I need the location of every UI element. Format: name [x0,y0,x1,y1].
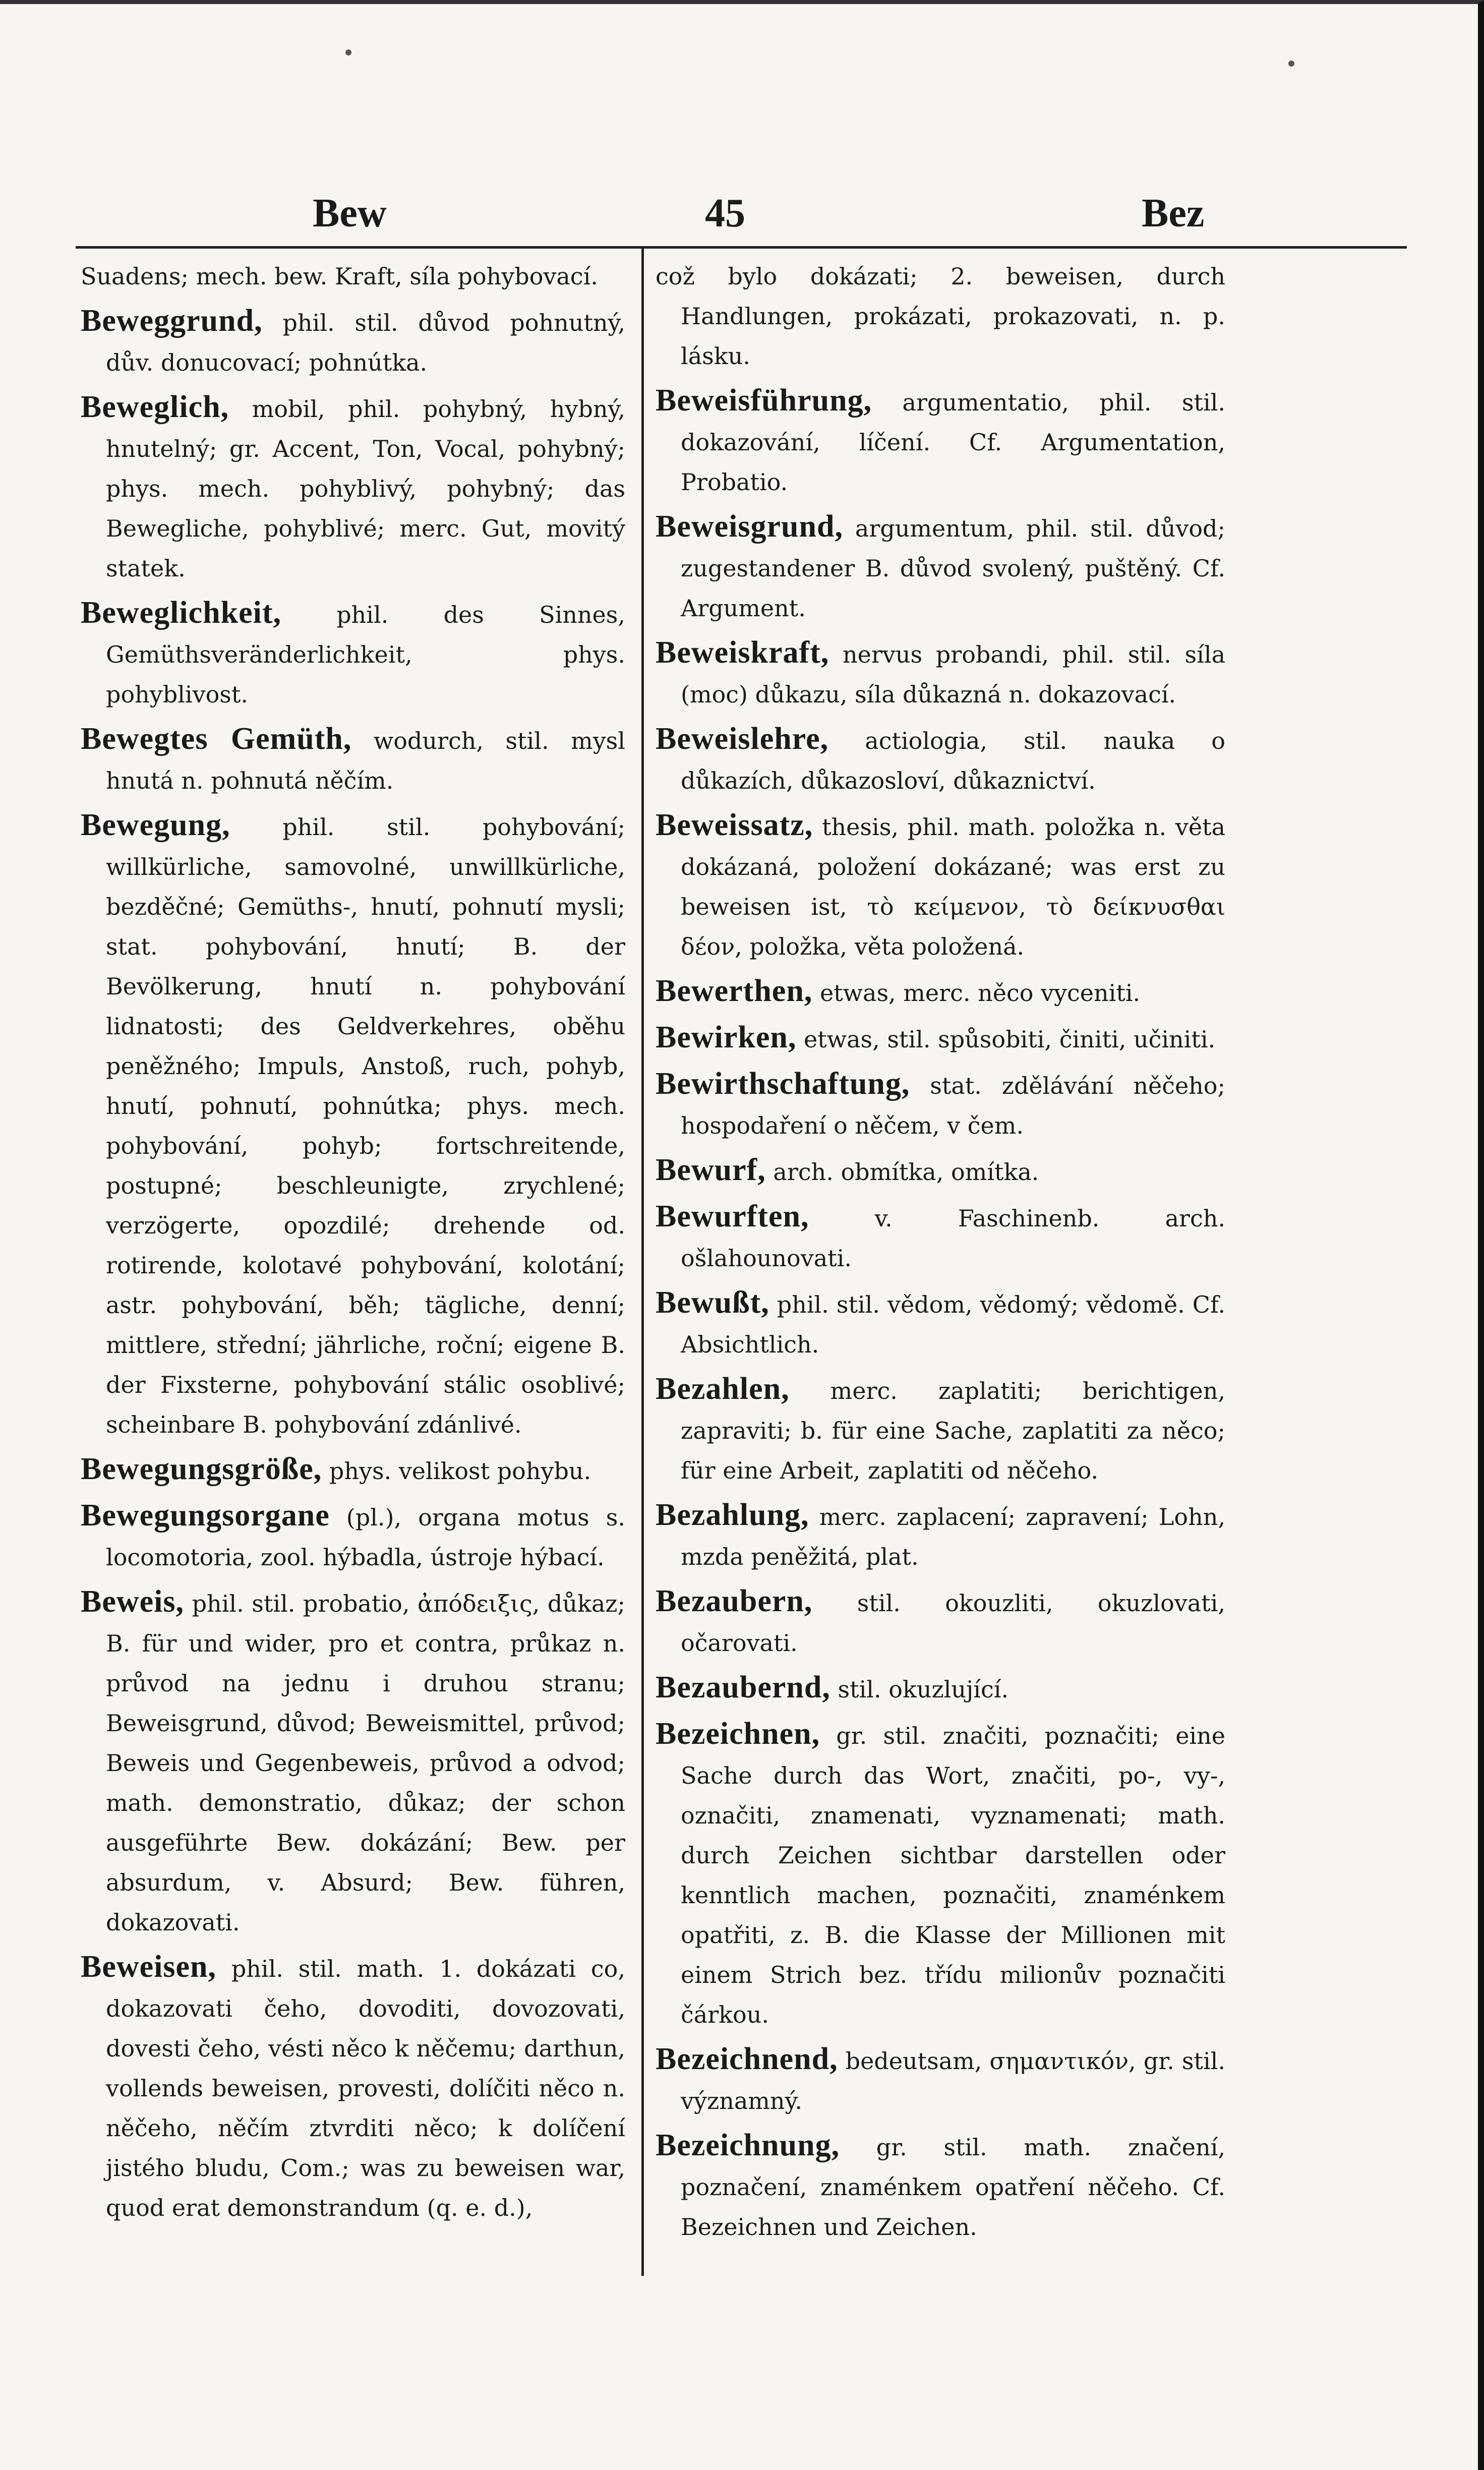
entry-headword: Bewurften, [656,1199,809,1233]
entry-text: phil. stil. důvod pohnutný, dův. donucovací; pohnútka. [106,309,626,376]
entry-text: gr. stil. math. značení, poznačení, znaménkem opatření něčeho. Cf. Bezeichnen und Zeichen. [681,2134,1225,2241]
dictionary-entry [81,1582,625,1943]
entry-text: actiologia, stil. nauka o důkazích, důkazosloví, důkaznictví. [681,727,1226,794]
entry-headword: Bezahlung, [656,1498,809,1532]
entry-headword: Beweislehre, [656,722,829,756]
dictionary-entry [656,1064,1225,1146]
running-head-right: Bez [1142,191,1205,236]
header-rule [76,246,1407,249]
dictionary-entry [656,381,1225,502]
dictionary-entry [656,1581,1225,1663]
column-divider [641,249,644,2276]
entry-headword: Bewerthen, [656,974,813,1008]
dictionary-entry [656,2126,1225,2247]
entry-headword: Bewegungsorgane [81,1498,330,1533]
dictionary-entry [81,1947,625,2228]
entry-text: merc. zaplatiti; berichtigen, zapraviti; b. für eine Sache, zaplatiti za něco; für eine Arbeit, zaplatiti od něčeho. [681,1377,1226,1484]
dictionary-entry [81,255,625,297]
entry-text: phys. velikost pohybu. [329,1457,591,1485]
right-column [656,255,1225,2252]
entry-text: phil. des Sinnes, Gemüthsveränderlichkeit, phys. pohyblivost. [106,601,625,708]
dictionary-entry [81,301,625,383]
entry-headword: Beweglichkeit, [81,596,281,630]
entry-text: což bylo dokázati; 2. beweisen, durch Handlungen, prokázati, prokazovati, n. p. lásku. [656,263,1225,370]
entry-text: bedeutsam, σημαντικόν, gr. stil. významný. [681,2047,1225,2114]
dictionary-entry [656,1668,1225,1710]
dictionary-entry [656,971,1225,1013]
entry-text: argumentatio, phil. stil. dokazování, líčení. Cf. Argumentation, Probatio. [681,389,1225,496]
entry-text: (pl.), organa motus s. locomotoria, zool. hýbadla, ústroje hýbací. [106,1504,625,1571]
entry-headword: Bewurf, [656,1153,766,1187]
entry-text: phil. stil. probatio, ἀπόδειξις, důkaz; B. für und wider, pro et contra, průkaz n. průvod na jednu i druhou stranu; Beweisgrund, důvod; Beweismittel, průvod; Beweis und Gegenbeweis, průvod a odvod; math. demonstratio, důkaz; der schon ausgeführte Bew. dokázání; Bew. per absurdum, v. Absurd; Bew. führen, dokazovati. [106,1590,626,1936]
entry-text: stil. okouzliti, okuzlovati, očarovati. [681,1590,1225,1657]
entry-text: stat. zdělávání něčeho; hospodaření o něčem, v čem. [681,1072,1225,1139]
dictionary-entry [81,1496,625,1577]
entry-text: etwas, merc. něco vyceniti. [819,979,1141,1007]
entry-headword: Bezeichnend, [656,2042,838,2076]
entry-text: mobil, phil. pohybný, hybný, hnutelný; gr. Accent, Ton, Vocal, pohybný; phys. mech. pohyblivý, pohybný; das Bewegliche, pohyblivé; merc. Gut, movitý statek. [106,395,625,582]
entry-headword: Bewegtes Gemüth, [81,722,352,756]
entry-headword: Bezahlen, [656,1372,790,1406]
dictionary-entry [656,507,1225,628]
entry-text: v. Faschinenb. arch. ošlahounovati. [681,1205,1225,1272]
dictionary-entry [656,1283,1225,1365]
entry-text: wodurch, stil. mysl hnutá n. pohnutá něčím. [106,727,626,794]
entry-text: merc. zaplacení; zapravení; Lohn, mzda peněžitá, plat. [681,1503,1226,1570]
entry-headword: Beweisen, [81,1950,217,1984]
speck-mark [345,49,351,55]
entry-headword: Beweissatz, [656,808,813,842]
entry-headword: Bewirken, [656,1020,797,1054]
entry-text: gr. stil. značiti, poznačiti; eine Sache durch das Wort, značiti, po-, vy-, označiti, znamenati, vyznamenati; math. durch Zeichen sichtbar darstellen oder kenntlich machen, poznačiti, znaménkem opatřiti, z. B. die Klasse der Millionen mit einem Strich bez. třídu milionův poznačiti čárkou. [681,1722,1225,2028]
running-head [76,191,1407,246]
entry-text: argumentum, phil. stil. důvod; zugestandener B. důvod svolený, puštěný. Cf. Argument. [681,515,1225,622]
dictionary-entry [81,719,625,801]
dictionary-entry [81,387,625,589]
page-number: 45 [705,191,745,236]
dictionary-entry [656,1197,1225,1278]
entry-headword: Bezeichnung, [656,2128,840,2162]
dictionary-entry [656,1714,1225,2035]
dictionary-entry [656,255,1225,376]
entry-headword: Beweisführung, [656,383,872,418]
entry-text: phil. stil. pohybování; willkürliche, samovolné, unwillkürliche, bezděčné; Gemüths-, hnutí, pohnutí mysli; stat. pohybování, hnutí; B. der Bevölkerung, hnutí n. pohybování lidnatosti; des Geldverkehres, oběhu peněžného; Impuls, Anstoß, ruch, pohyb, hnutí, pohnutí, pohnútka; phys. mech. pohybování, pohyb; fortschreitende, postupné; beschleunigte, zrychlené; verzögerte, opozdilé; drehende od. rotirende, kolotavé pohybování, kolotání; astr. pohybování, běh; tägliche, denní; mittlere, střední; jährliche, roční; eigene B. der Fixsterne, pohybování stálic osoblivé; scheinbare B. pohybování zdánlivé. [106,813,625,1438]
dictionary-entry [656,1150,1225,1192]
entry-headword: Beweglich, [81,390,229,424]
entry-text: etwas, stil. spůsobiti, činiti, učiniti. [804,1026,1216,1053]
entry-text: Suadens; mech. bew. Kraft, síla pohybovací. [81,263,598,290]
entry-headword: Bewußt, [656,1285,769,1320]
dictionary-entry [656,1369,1225,1491]
entry-text: thesis, phil. math. položka n. věta dokázaná, položení dokázané; was erst zu beweisen ist, τὸ κείμενον, τὸ δείκνυσθαι δέον, položka, věta položená. [681,813,1225,960]
dictionary-entry [656,805,1225,967]
dictionary-entry [81,593,625,715]
entry-text: stil. okuzlující. [838,1676,1009,1703]
entry-headword: Bezaubernd, [656,1670,830,1704]
dictionary-entry [656,1495,1225,1577]
entry-headword: Beweis, [81,1584,185,1619]
dictionary-entry [656,633,1225,715]
entry-text: arch. obmítka, omítka. [773,1158,1039,1186]
entry-text: nervus probandi, phil. stil. síla (moc) důkazu, síla důkazná n. dokazovací. [681,641,1225,708]
entry-headword: Bewirthschaftung, [656,1067,910,1101]
entry-headword: Bewegungsgröße, [81,1452,322,1486]
speck-mark [1288,61,1294,67]
entry-headword: Beweisgrund, [656,509,843,544]
entry-headword: Beweggrund, [81,304,263,338]
dictionary-entry [81,1449,625,1491]
left-column [81,255,625,2232]
dictionary-entry [656,719,1225,801]
entry-text: phil. stil. math. 1. dokázati co, dokazovati čeho, dovoditi, dovozovati, dovesti čeho, vésti něco k něčemu; darthun, vollends beweisen, provesti, dolíčiti něco n. něčeho, něčím ztvrditi něco; k dolíčení jistého bludu, Com.; was zu beweisen war, quod erat demonstrandum (q. e. d.), [106,1955,625,2221]
running-head-left: Bew [313,191,387,236]
dictionary-entry [656,1018,1225,1060]
entry-headword: Bewegung, [81,808,230,842]
entry-text: phil. stil. vědom, vědomý; vědomě. Cf. Absichtlich. [681,1291,1225,1358]
dictionary-entry [656,2039,1225,2121]
entry-headword: Bezaubern, [656,1584,813,1618]
dictionary-entry [81,805,625,1445]
entry-headword: Bezeichnen, [656,1717,820,1751]
entry-headword: Beweiskraft, [656,635,829,670]
